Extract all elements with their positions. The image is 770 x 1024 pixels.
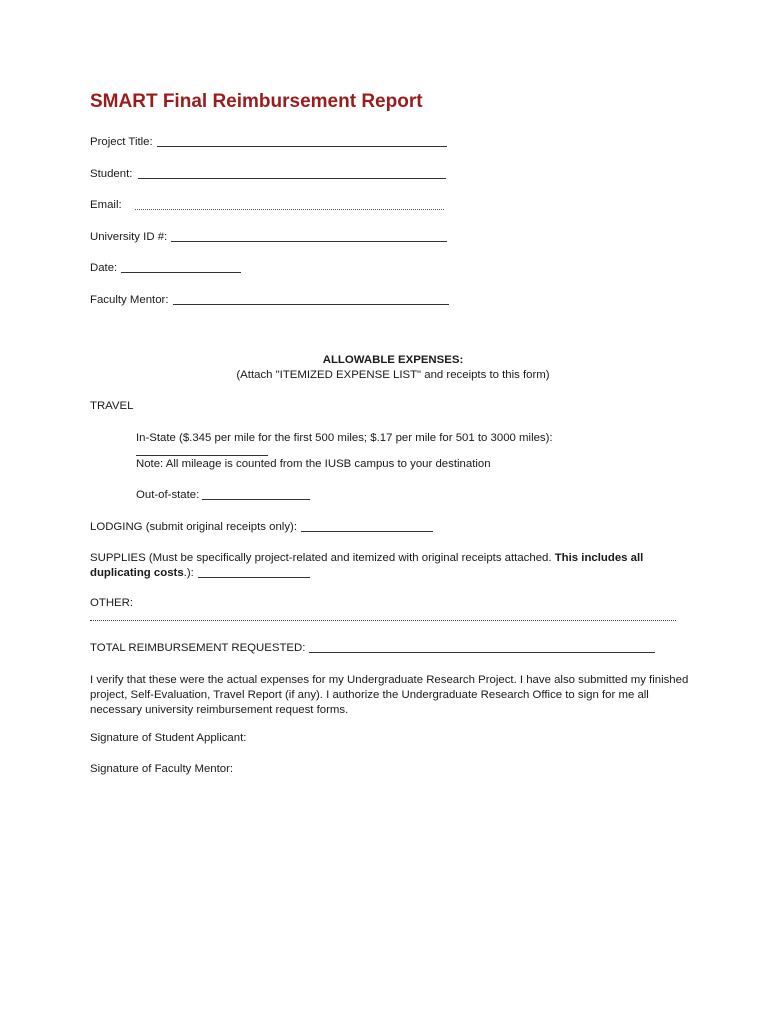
supplies-bold-text: This includes all [554,552,644,564]
expenses-subheading: (Attach "ITEMIZED EXPENSE LIST" and receipts to this form) [236,369,550,381]
supplies-field[interactable] [198,577,310,578]
student-field[interactable] [138,178,446,179]
university-id-field[interactable] [171,241,447,242]
date-field[interactable] [121,272,241,273]
other-label: OTHER: [90,597,134,609]
mentor-signature-label: Signature of Faculty Mentor: [90,763,234,775]
other-field[interactable] [90,620,676,621]
project-title-row [90,133,447,149]
mileage-note: Note: All mileage is counted from the IUSB campus to your destination [136,458,491,470]
date-label: Date: [90,262,118,274]
project-title-field[interactable] [157,146,447,147]
duplicating-costs-text: duplicating costs [90,567,184,579]
supplies-text: SUPPLIES (Must be specifically project-related and itemized with original receipts attached. [90,552,555,564]
faculty-mentor-field[interactable] [173,304,449,305]
email-label: Email: [90,199,122,211]
project-title-label: Project Title: [90,136,153,148]
out-of-state-row [136,486,310,502]
student-row [90,165,446,181]
out-of-state-field[interactable] [202,499,310,500]
university-id-row [90,228,447,244]
lodging-label: LODGING (submit original receipts only): [90,521,297,533]
in-state-field[interactable] [136,455,268,456]
form-title: SMART Final Reimbursement Report [90,91,423,112]
in-state-label: In-State ($.345 per mile for the first 500 miles; $.17 per mile for 501 to 3000 miles): [136,432,553,444]
supplies-row [90,564,310,580]
out-of-state-label: Out-of-state: [136,489,200,501]
total-row [90,639,655,655]
expenses-heading: ALLOWABLE EXPENSES: [322,354,464,366]
email-field[interactable] [135,209,444,210]
date-row [90,259,241,275]
lodging-field[interactable] [301,531,433,532]
faculty-mentor-label: Faculty Mentor: [90,294,169,306]
verification-paragraph: I verify that these were the actual expenses for my Undergraduate Research Project. I have also submitted my finished project, Self-Evaluation, Travel Report (if any). I authorize the Undergraduate Research Office to sign for me all necessary university reimbursement request forms. [90,674,689,716]
university-id-label: University ID #: [90,231,168,243]
lodging-row [90,518,433,534]
total-label: TOTAL REIMBURSEMENT REQUESTED: [90,642,306,654]
supplies-end-text: .): [183,567,194,579]
email-row [90,196,444,212]
total-field[interactable] [309,652,655,653]
student-label: Student: [90,168,133,180]
student-signature-label: Signature of Student Applicant: [90,732,247,744]
faculty-mentor-row [90,291,449,307]
travel-heading: TRAVEL [90,400,134,412]
